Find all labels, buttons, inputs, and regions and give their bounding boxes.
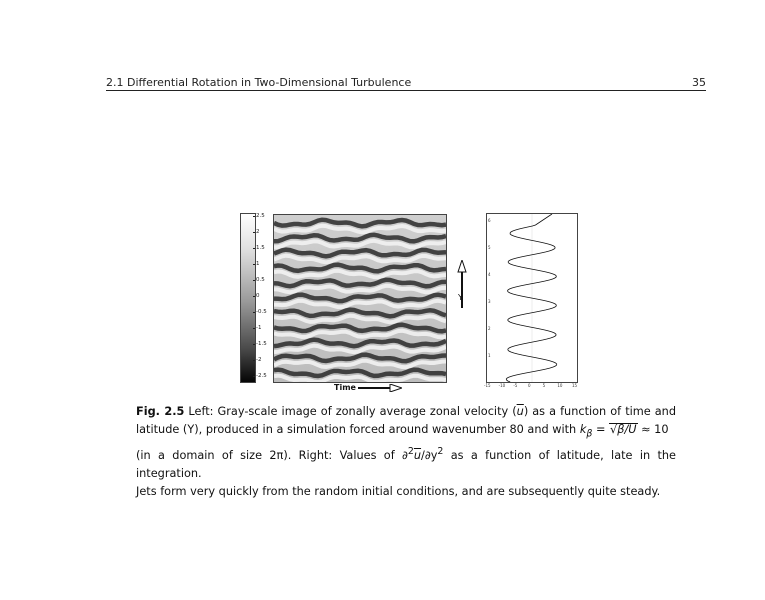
figure-caption: [136, 403, 676, 501]
colorbar-tick: 0.5: [256, 277, 265, 283]
page-number: 35: [692, 76, 706, 89]
caption-symbol: $\overline{u}$: [413, 449, 422, 463]
caption-symbol: 2: [407, 446, 414, 458]
caption-text: /∂y: [421, 449, 438, 463]
colorbar-tick: -1: [256, 325, 262, 331]
profile-y-tick: 6: [488, 218, 491, 223]
caption-text: ) as a function of time and latitude (Y), produced in a simulation forced around wavenumber 80 and with: [136, 405, 677, 436]
caption-text: as a function of latitude, late in the integration.: [136, 449, 676, 481]
caption-text: ≈ 10: [637, 423, 669, 436]
caption-text: Left: Gray-scale image of zonally average zonal velocity (: [184, 405, 517, 418]
colorbar-tick: 1.5: [256, 245, 265, 251]
caption-label: Fig. 2.5: [136, 405, 185, 418]
section-title: 2.1 Differential Rotation in Two-Dimensional Turbulence: [106, 76, 412, 89]
colorbar-tick: 1: [256, 261, 260, 267]
colorbar-tick: -2.5: [256, 373, 267, 379]
caption-symbol: $\overline{u}$: [516, 405, 524, 418]
profile-x-tick: 5: [542, 383, 546, 388]
caption-text: Jets form very quickly from the random initial conditions, and are subsequently quite steady.: [136, 485, 661, 499]
colorbar-tick: -0.5: [256, 309, 267, 315]
colorbar-tick: -1.5: [256, 341, 267, 347]
profile-y-tick: 3: [488, 299, 491, 304]
time-axis-label: Time: [334, 383, 356, 392]
profile-x-tick: 15: [572, 383, 578, 388]
header-rule: [106, 90, 706, 91]
profile-y-tick: 4: [488, 272, 491, 277]
profile-x-tick: -10: [498, 383, 506, 388]
profile-x-tick: 10: [557, 383, 563, 388]
caption-symbol: β: [586, 428, 593, 440]
profile-y-tick: 5: [488, 245, 491, 250]
profile-plot: [486, 213, 578, 383]
figure-2-5: [230, 208, 590, 398]
colorbar-tick: 0: [256, 293, 260, 299]
time-arrow-icon: [358, 384, 402, 392]
caption-text: =: [592, 423, 610, 436]
profile-y-tick: 1: [488, 353, 491, 358]
caption-symbol: 2: [437, 446, 444, 458]
profile-x-tick: 0: [528, 383, 531, 388]
sqrt-expression: √β/U: [610, 423, 637, 436]
y-axis-label: Y: [458, 293, 463, 302]
colorbar-tick: 2.5: [256, 213, 265, 219]
caption-symbol: k: [579, 423, 587, 436]
caption-symbol: β/U: [617, 423, 637, 436]
profile-y-tick: 2: [488, 326, 491, 331]
hovmoller-plot: [273, 214, 447, 383]
profile-x-tick: -15: [484, 383, 491, 388]
colorbar-tick: -2: [256, 357, 262, 363]
colorbar: [240, 213, 256, 383]
colorbar-tick: 2: [256, 229, 260, 235]
caption-text: (in a domain of size 2π). Right: Values of ∂: [136, 449, 408, 463]
profile-x-tick: -5: [513, 383, 518, 388]
